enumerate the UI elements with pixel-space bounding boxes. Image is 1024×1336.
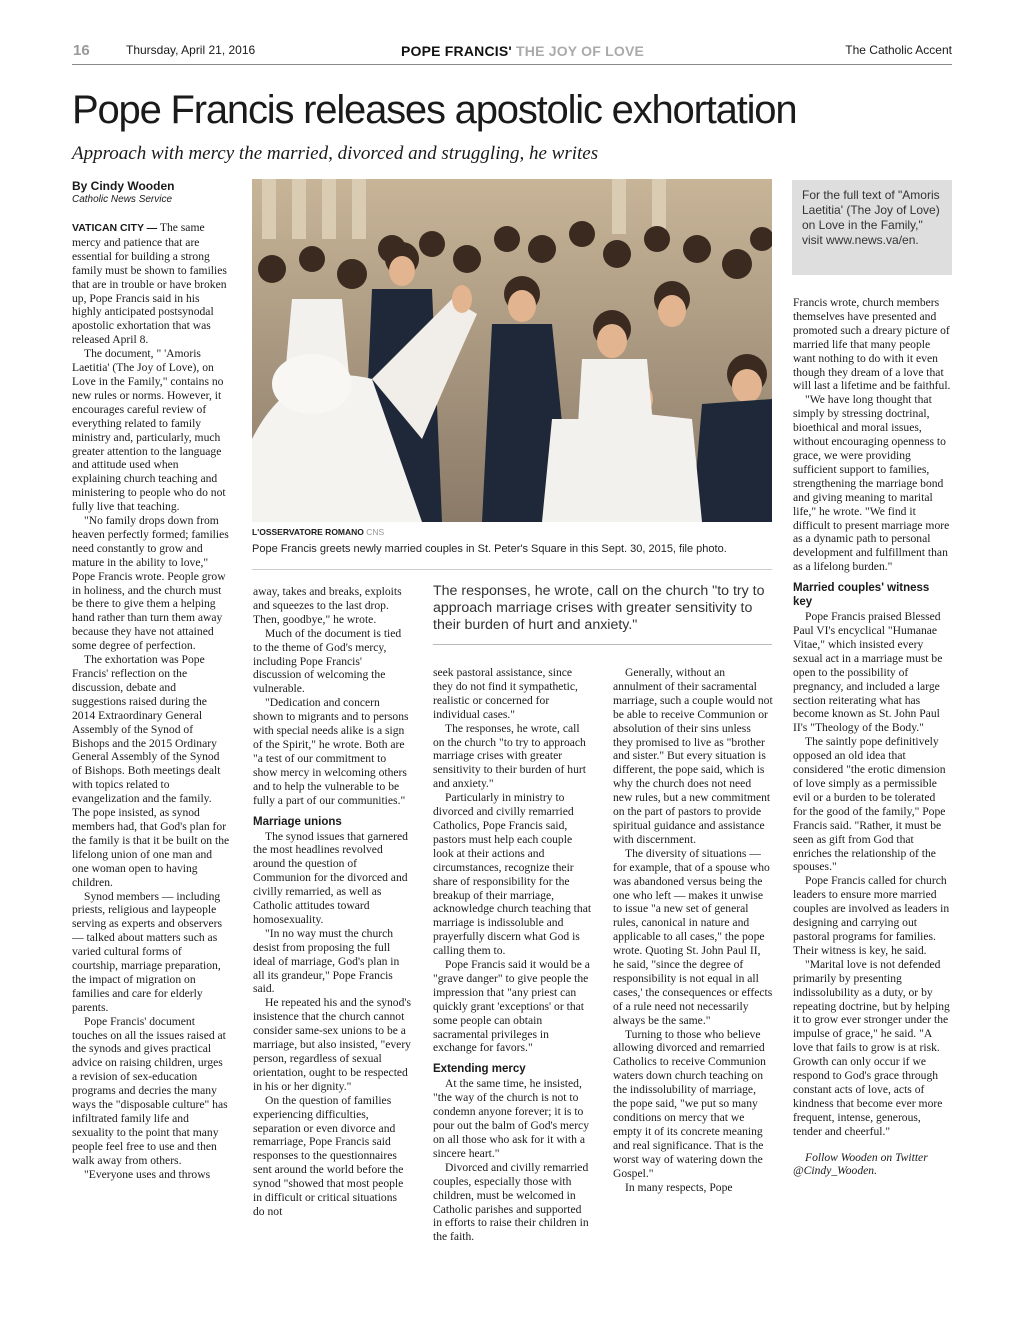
paragraph: "In no way must the church desist from proposing the full ideal of marriage, God's plan in all its grandeur," Pope Francis said. [253, 926, 400, 996]
dateline: VATICAN CITY — [72, 222, 158, 234]
paragraph: At the same time, he insisted, "the way of the church is not to condemn anyone forever; it is to pour out the balm of God's mercy on all those who ask for it with a sincere heart." [433, 1077, 589, 1160]
byline-agency: Catholic News Service [72, 194, 173, 205]
twitter-follow [793, 1151, 951, 1179]
paragraph: In many respects, Pope [625, 1180, 733, 1194]
paragraph: Synod members — including priests, religious and laypeople serving as experts and observers — talked about matters such as varied cultural forms of courtship, marriage preparation, the impact of migration on families and care for elderly parents. [72, 889, 223, 1014]
subhead-extending-mercy: Extending mercy [433, 1063, 526, 1076]
pull-quote-divider [433, 644, 772, 645]
paragraph: On the question of families experiencing difficulties, separation or even divorce and remarriage, Pope Francis said responses to the questionnaires sent around the world before the synod "showed that most people in difficult or critical situations do not [253, 1093, 404, 1218]
article-column-4 [613, 666, 773, 1194]
headline: Pope Francis releases apostolic exhortation [72, 88, 797, 132]
paragraph: away, takes and breaks, exploits and squeezes to the last drop. Then, goodbye," he wrote. [253, 585, 402, 626]
twitter-follow-line1: Follow Wooden on Twitter [805, 1150, 928, 1164]
photo-illustration [252, 179, 772, 522]
paragraph: The saintly pope definitively opposed an old idea that considered "the erotic dimension of love simply as a permissible evil or a burden to be tolerated for the good of the family," Pope Francis said. "Rather, it must be seen as gift from God that enriches the relationship of the spouses." [793, 735, 946, 874]
sidebar-info-box [792, 180, 952, 275]
paragraph: Generally, without an annulment of their sacramental marriage, such a couple would not be able to receive Communion or absolution of their sins unless they promised to live as "brother and sister." But every situation is different, the pope said, which is why the church does not need new rules, but a new commitment on the part of pastors to provide spiritual guidance and assistance with discernment. [613, 666, 773, 846]
paragraph: "Marital love is not defended primarily by presenting indissolubility as a duty, or by repeating doctrine, but by helping it to grow ever stronger under the impulse of grace," he said. "A love that fails to grow is at risk. Growth can only occur if we respond to God's grace through constant acts of love, acts of kindness that become ever more frequent, intense, generous, tender and cheerful." [793, 957, 950, 1138]
article-column-3 [433, 666, 593, 1244]
publication-name: The Catholic Accent [845, 43, 952, 57]
paragraph: Pope Francis praised Blessed Paul VI's encyclical "Humanae Vitae," which insisted every sexual act in a marriage must be open to the possibility of pregnancy, and included a large section reiterating what has become known as St. John Paul II's "Theology of the Body." [793, 610, 943, 735]
photo-credit-source: L'OSSERVATORE ROMANO [252, 527, 364, 537]
section-title-part1: POPE FRANCIS' [401, 43, 512, 59]
deck: Approach with mercy the married, divorced and struggling, he writes [72, 143, 599, 164]
paragraph: The diversity of situations — for example, that of a spouse who was abandoned versus being the one who left — makes it unwise to issue "a new set of general rules, canonical in nature and applicable to all cases," the pope wrote. Quoting St. John Paul II, he said, "since the degree of responsibility is not equal in all cases,' the consequences or effects of a rule need not necessarily always be the same." [613, 846, 773, 1027]
header-divider [72, 64, 952, 65]
section-title-part2: THE JOY OF LOVE [516, 43, 645, 59]
photo-caption: Pope Francis greets newly married couples in St. Peter's Square in this Sept. 30, 2015, file photo. [252, 543, 727, 555]
photo-credit-agency: CNS [366, 527, 385, 537]
lead-paragraph [72, 221, 230, 347]
paragraph: Divorced and civilly remarried couples, especially those with children, must be welcomed in Catholic parishes and supported in efforts to raise their children in the faith. [433, 1160, 589, 1244]
paragraph: "Everyone uses and throws [84, 1167, 211, 1181]
paragraph: The responses, he wrote, call on the church "to try to approach marriage crises with greater sensitivity to their burden of hurt and anxiety." [433, 721, 586, 791]
subhead-marriage-unions: Marriage unions [253, 815, 342, 828]
twitter-handle: @Cindy_Wooden. [793, 1164, 877, 1178]
paragraph: He repeated his and the synod's insistence that the church cannot consider same-sex unions to be a marriage, but also insisted, "every person, regardless of sexual orientation, ought to be respected in his or her dignity." [253, 996, 412, 1093]
article-column-1 [72, 221, 230, 1182]
page-number: 16 [73, 42, 90, 59]
article-column-2 [253, 585, 411, 1219]
paragraph: "We have long thought that simply by stressing doctrinal, bioethical and moral issues, without encouraging openness to grace, we were providing sufficient support to families, strengthening the marriage bond and giving meaning to marital life," he wrote. "We find it difficult to present marriage more as a dynamic path to personal development and fulfillment than as a lifelong burden." [793, 393, 950, 574]
news-photo [252, 179, 772, 522]
subhead-married-couples: Married couples' witness key [793, 582, 930, 609]
section-title [401, 43, 644, 59]
paragraph: The document, " 'Amoris Laetitia' (The Joy of Love), on Love in the Family," contains no new rules or norms. However, it encourages careful review of everything related to family ministry and, particularly, much greater attention to the language and attitude used when explaining church teaching and ministering to people who do not fully live that teaching. [72, 347, 226, 514]
issue-date: Thursday, April 21, 2016 [126, 43, 256, 57]
paragraph: Pope Francis' document touches on all the issues raised at the synods and gives practical advice on raising children, urges a revision of sex-education programs and decries the many ways the "disposable culture" has infiltrated family life and sexuality to the point that many people feel free to use and then walk away from others. [72, 1014, 228, 1167]
paragraph: "No family drops down from heaven perfectly formed; families need constantly to grow and mature in the ability to love," Pope Francis wrote. People grow in holiness, and the church must be there to give them a helping hand rather than turn them away because they have not attained some degree of perfection. [72, 514, 229, 653]
paragraph: The synod issues that garnered the most headlines revolved around the question of Communion for the divorced and civilly remarried, as well as Catholic attitudes toward homosexuality. [253, 829, 408, 926]
paragraph: The exhortation was Pope Francis' reflection on the discussion, debate and suggestions raised during the 2014 Extraordinary General Assembly of the Synod of Bishops and the 2015 Ordinary General Assembly of the Synod of Bishops. Both meetings dealt with topics related to evangelization and the family. The pope insisted, as synod members had, that God's plan for the family is that it be built on the lifelong union of one man and one woman open to having children. [72, 653, 230, 889]
paragraph: Particularly in ministry to divorced and civilly remarried Catholics, Pope Francis said, pastors must help each couple look at their actions and circumstances, recognize their share of responsibility for the breakup of their marriage, acknowledge church teaching that marriage is indissoluble and prayerfully discern what God is calling them to. [433, 791, 592, 958]
paragraph: Pope Francis called for church leaders to ensure more married couples are involved as leaders in designing and carrying out pastoral programs for families. Their witness is key, he said. [793, 874, 950, 957]
paragraph: "Dedication and concern shown to migrants and to persons with special needs alike is a sign of the Spirit," he wrote. Both are "a test of our commitment to show mercy in welcoming others and to help the vulnerable to be fully a part of our communities." [253, 696, 409, 807]
sidebar-text: For the full text of "Amoris Laetitia' (The Joy of Love) on Love in the Family," visit www.news.va/en. [802, 188, 940, 247]
pull-quote: The responses, he wrote, call on the church "to try to approach marriage crises with greater sensitivity to their burden of hurt and anxiety." [433, 583, 765, 633]
paragraph: Turning to those who believe allowing divorced and remarried Catholics to receive Communion waters down church teaching on the indissolubility of marriage, the pope said, "we put so many conditions on mercy that we empty it of its concrete meaning and real significance. That is the worst way of watering down the Gospel." [613, 1027, 766, 1180]
article-column-5 [793, 296, 951, 1178]
photo-credit [252, 527, 384, 537]
caption-divider [252, 569, 772, 570]
paragraph: Much of the document is tied to the theme of God's mercy, including Pope Francis' discussion of welcoming the vulnerable. [253, 626, 402, 696]
byline: By Cindy Wooden [72, 179, 175, 193]
paragraph: seek pastoral assistance, since they do not find it sympathetic, realistic or concerned for individual cases." [433, 666, 578, 721]
paragraph: Francis wrote, church members themselves have presented and promoted such a dreary picture of married life that many people want nothing to do with it even though they dream of a love that will last a lifetime and be faithful. [793, 296, 951, 393]
lead-text: The same mercy and patience that are essential for building a strong family must be shown to families that are in trouble or have broken up, Pope Francis said in his highly anticipated postsynodal apostolic exhortation that was released April 8. [72, 221, 227, 347]
paragraph: Pope Francis said it would be a "grave danger" to give people the impression that "any priest can quickly grant 'exceptions' or that some people can obtain sacramental privileges in exchange for favors." [433, 958, 590, 1055]
